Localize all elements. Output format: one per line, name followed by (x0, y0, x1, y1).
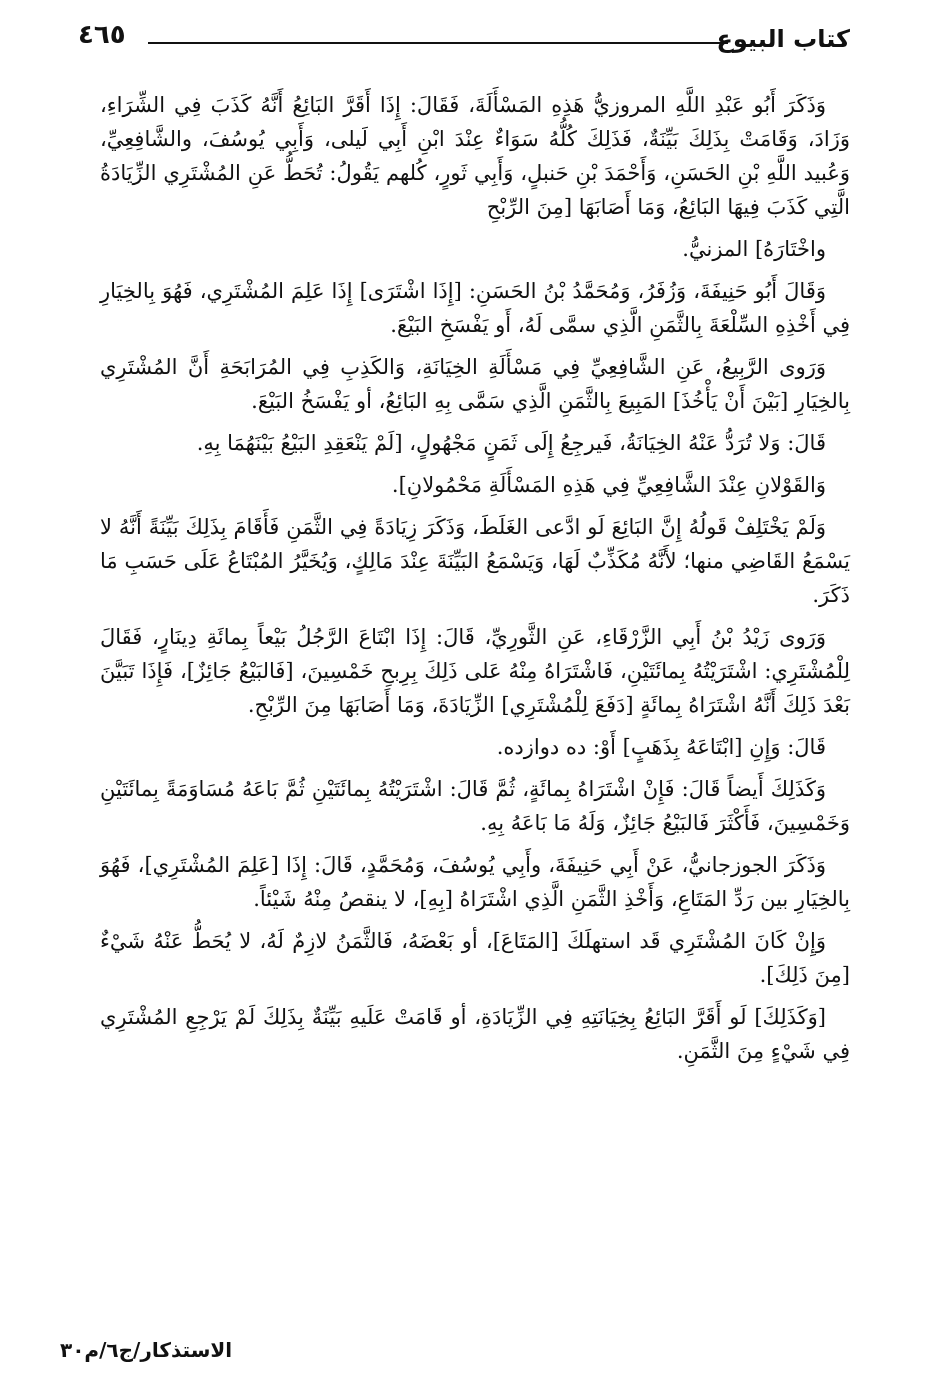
paragraph: وَقَالَ أَبُو حَنِيفَةَ، وَزُفَرُ، وَمُحَمَّدُ بْنُ الحَسَنِ: [إِذَا اشْتَرَى] إِذَا عَلِمَ المُشْتَرِي، فَهُوَ بِالخِيَارِ فِي أَخْذِهِ السِّلْعَةَ بِالثَّمَنِ الَّذِي سمَّى لَهُ، أَو يَفْسَخِ البَيْعَ. (100, 279, 850, 337)
paragraph: وَرَوى زَيْدُ بْنُ أَبِي الزَّرْقَاءِ، عَنِ الثَّورِيِّ، قَالَ: إِذَا ابْتَاعَ الرَّجُلُ بَيْعاً بِمائَةِ دِينَارٍ، فَقَالَ لِلْمُشْتَرِي: اشْتَرَيْتُهُ بِمائَتَيْنِ، فَاشْتَرَاهُ مِنْهُ عَلى ذَلِكَ بِرِبحِ خَمْسِينَ، [فَالبَيْعُ جَائِزٌ]، فَإِذَا تَبَيَّنَ بَعْدَ ذَلِكَ أَنَّهُ اشْتَرَاهُ بِمائَةٍ [دَفَعَ لِلْمُشْتَرِي] الزِّيَادَةَ، وَمَا أَصَابَهَا مِنَ الرِّبْحِ. (100, 625, 850, 717)
main-text (100, 88, 850, 1076)
paragraph: قَالَ: وَإِنِ [ابْتَاعَهُ بِذَهَبٍ] أَوْ: ده دوازده. (496, 735, 826, 759)
paragraph: وَلَمْ يَخْتَلِفْ قَولُهُ إِنَّ البَائِعَ لَو ادَّعى الغَلَطَ، وَذَكَرَ زِيَادَةً فِي الثَّمَنِ فَأَقَامَ بِذَلِكَ بَيِّنَةً أَنَّهُ لا يَسْمَعُ القَاضِي منها؛ لأَنَّهُ مُكَذِّبٌ لَهَا، وَيَسْمَعُ البَيِّنَةَ عِنْدَ مَالِكٍ، وَيُخَيَّرُ المُبْتَاعُ عَلَى حَسَبِ مَا ذَكَرَ. (100, 515, 850, 607)
paragraph: وَإِنْ كَانَ المُشْتَرِي قَد استهلَكَ [المَتَاعَ]، أو بَعْضَهُ، فَالثَّمَنُ لازِمٌ لَهُ، لا يُحَطُّ عَنْهُ شَيْءٌ [مِنَ ذَلِكَ]. (100, 929, 850, 987)
paragraph: واخْتَارَهُ] المزنيُّ. (682, 237, 826, 261)
paragraph: قَالَ: وَلا تُرَدُّ عَنْهُ الخِيَانَةُ، فَيرجِعُ إِلَى ثَمَنٍ مَجْهُولٍ، [لَمْ يَنْعَقِدِ البَيْعُ بَيْنَهُمَا بِهِ. (196, 431, 826, 455)
paragraph: وَرَوى الرَّبِيعُ، عَنِ الشَّافِعِيِّ فِي مَسْأَلَةِ الخِيَانَةِ، وَالكَذِبِ فِي المُرَابَحَةِ أَنَّ المُشْتَرِي بِالخِيَارِ [بَيْنَ أَنْ يَأْخُذَ] المَبِيعَ بِالثَّمَنِ الَّذِي سَمَّى بِهِ البَائِعُ، أو يَفْسَخُ البَيْعَ. (100, 355, 850, 413)
page-header (78, 18, 850, 58)
paragraph: وَذَكَرَ الجوزجانيُّ، عَنْ أَبِي حَنِيفَةَ، وأَبِي يُوسُفَ، وَمُحَمَّدٍ، قَالَ: إِذَا [عَلِمَ المُشْتَرِي]، فَهُوَ بِالخِيَارِ بين رَدِّ المَتَاعِ، وَأَخْذِ الثَّمَنِ الَّذِي اشْتَرَاهُ [بِهِ]، لا ينقصُ مِنْهُ شَيْئاً. (100, 853, 850, 911)
paragraph: وَالقَوْلانِ عِنْدَ الشَّافِعِيِّ فِي هَذِهِ المَسْأَلَةِ مَحْمُولانِ]. (391, 473, 826, 497)
page-number: ٤٦٥ (78, 20, 126, 50)
paragraph: وَكَذَلِكَ أَيضاً قَالَ: فَإِنْ اشْتَرَاهُ بِمائَةٍ، ثُمَّ قَالَ: اشْتَرَيْتُهُ بِمائَتَيْنِ ثُمَّ بَاعَهُ مُسَاوَمَةً بِمائَتَيْنِ وَخَمْسِينَ، فَأَكْثَرَ فَالبَيْعُ جَائِزٌ، وَلَهُ مَا بَاعَهُ بِهِ. (100, 777, 850, 835)
chapter-title: كتاب البيوع (716, 25, 850, 53)
header-rule (148, 42, 728, 44)
signature-mark: الاستذكار/ج٦/م٣٠ (60, 1338, 233, 1362)
paragraph: [وَكَذَلِكَ] لَو أَقَرَّ البَائِعُ بِخِيَانَتِهِ فِي الزِّيَادَةِ، أو قَامَتْ عَلَيهِ بَيِّنَةٌ بِذَلِكَ لَمْ يَرْجِعِ المُشْتَرِي فِي شَيْءٍ مِنَ الثَّمَنِ. (100, 1005, 850, 1063)
paragraph: وَذَكَرَ أَبُو عَبْدِ اللَّهِ المروزيُّ هَذِهِ المَسْأَلَةَ، فَقَالَ: إِذَا أَقَرَّ البَائِعُ أَنَّهُ كَذَبَ فِي الشِّرَاءِ، وَزَادَ، وَقَامَتْ بِذَلِكَ بَيِّنَةٌ، فَذَلِكَ كُلُّهُ سَوَاءٌ عِنْدَ ابْنِ أَبِي لَيلى، وَأَبِي يُوسُفَ، والشَّافِعِيِّ، وَعُبيد اللَّهِ بْنِ الحَسَنِ، وَأَحْمَدَ بْنِ حَنبلٍ، وَأَبِي ثَورٍ، كُلهم يَقُولُ: تُحَطُّ عَنِ المُشْتَرِي الزِّيَادَةُ الَّتِي كَذَبَ فِيهَا البَائِعُ، وَمَا أَصَابَهَا [مِنَ الرِّبْحِ (100, 93, 850, 219)
